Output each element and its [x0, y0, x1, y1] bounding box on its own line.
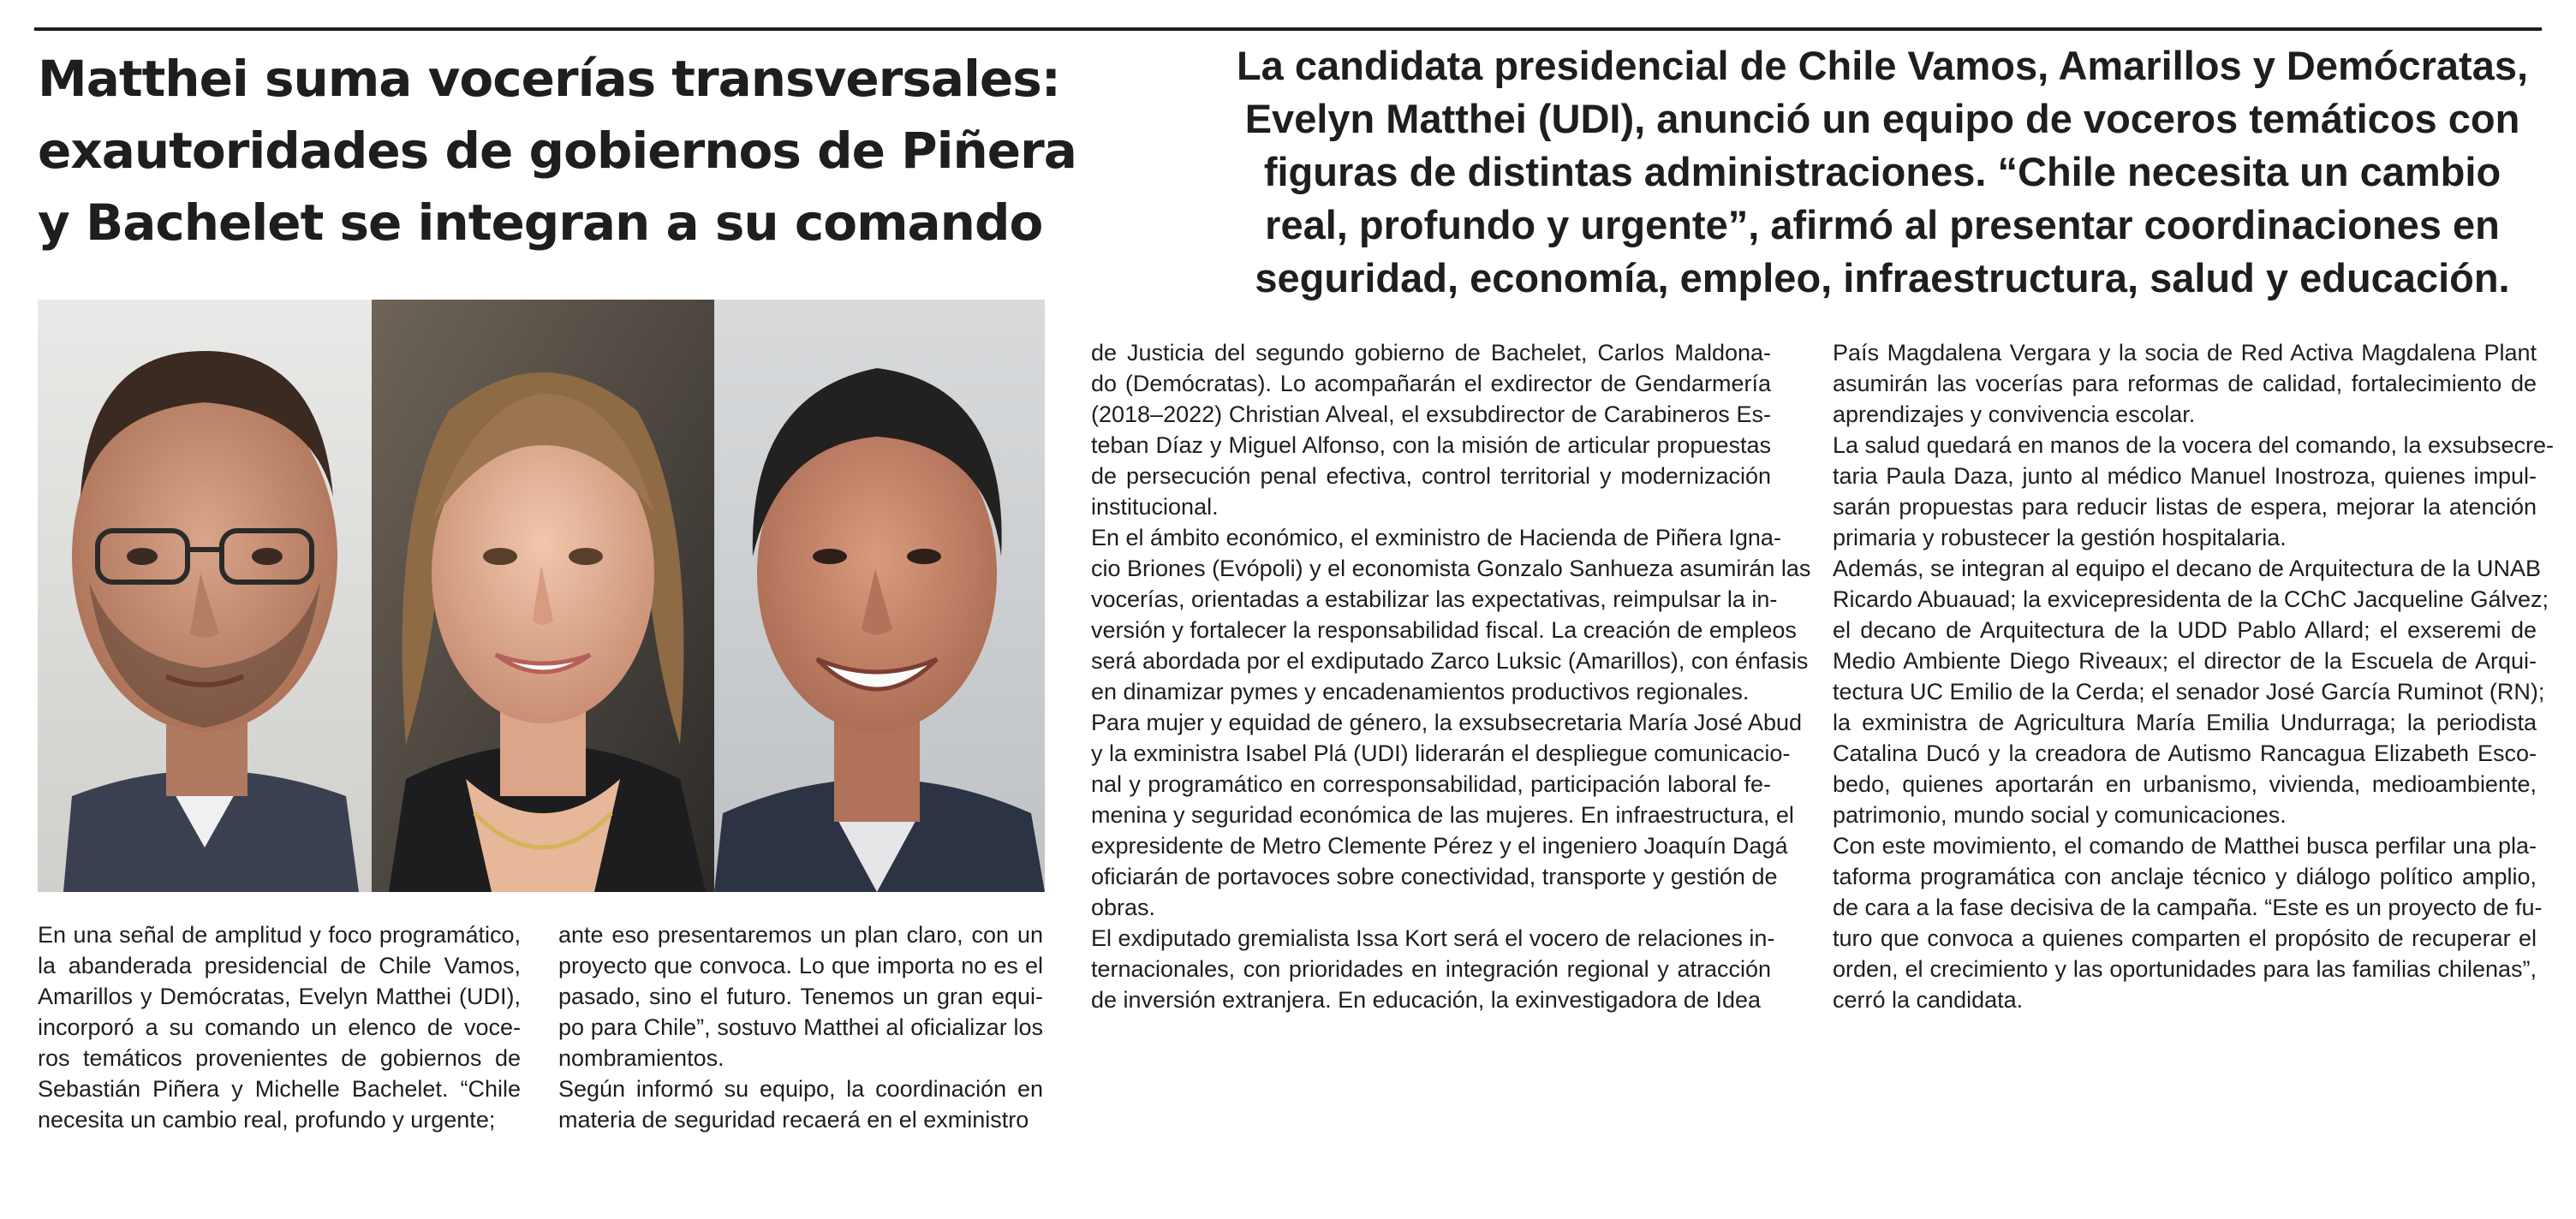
- body-column-4: [1833, 337, 2555, 1015]
- text-line: materia de seguridad recaerá en el exministro: [558, 1107, 1029, 1133]
- text-line: (2018–2022) Christian Alveal, el exsubdirector de Carabineros Es-: [1091, 401, 1771, 427]
- text-line: Amarillos y Demócratas, Evelyn Matthei (UDI),: [38, 984, 521, 1009]
- text-line: ante eso presentaremos un plan claro, con un: [558, 922, 1043, 948]
- text-line: ros temáticos provenientes de gobiernos de: [38, 1045, 521, 1071]
- text-line: la exministra de Agricultura María Emilia Undurraga; la periodista: [1833, 710, 2537, 735]
- lede: [1223, 39, 2542, 305]
- text-line: nal y programático en corresponsabilidad, participación laboral fe-: [1091, 771, 1771, 797]
- text-line: orden, el crecimiento y las oportunidades para las familias chilenas”,: [1833, 956, 2537, 982]
- text-line: expresidente de Metro Clemente Pérez y el ingeniero Joaquín Dagá: [1091, 833, 1788, 859]
- text-line: de persecución penal efectiva, control territorial y modernización: [1091, 463, 1771, 489]
- body-column-1: [38, 919, 521, 1135]
- text-line: sarán propuestas para reducir listas de espera, mejorar la atención: [1833, 494, 2537, 520]
- text-line: versión y fortalecer la responsabilidad fiscal. La creación de empleos: [1091, 617, 1797, 643]
- top-rule: [34, 27, 2542, 31]
- text-line: aprendizajes y convivencia escolar.: [1833, 401, 2196, 427]
- text-line: vocerías, orientadas a estabilizar las expectativas, reimpulsar la in-: [1091, 586, 1778, 612]
- text-line: El exdiputado gremialista Issa Kort será el vocero de relaciones in-: [1091, 925, 1775, 951]
- text-line: cerró la candidata.: [1833, 987, 2024, 1013]
- lede-line: figuras de distintas administraciones. “Chile necesita un cambio: [1263, 149, 2501, 194]
- portrait-man-glasses: [38, 300, 372, 892]
- text-line: bedo, quienes aportarán en urbanismo, vivienda, medioambiente,: [1833, 771, 2537, 797]
- text-line: Catalina Ducó y la creadora de Autismo Rancagua Elizabeth Esco-: [1833, 740, 2537, 766]
- text-line: taforma programática con anclaje técnico y diálogo político amplio,: [1833, 864, 2537, 889]
- text-line: obras.: [1091, 895, 1156, 920]
- text-line: cio Briones (Evópoli) y el economista Gonzalo Sanhueza asumirán las: [1091, 556, 1811, 581]
- text-line: será abordada por el exdiputado Zarco Luksic (Amarillos), con énfasis: [1091, 648, 1809, 674]
- text-line: primaria y robustecer la gestión hospitalaria.: [1833, 525, 2287, 550]
- text-line: Además, se integran al equipo el decano de Arquitectura de la UNAB: [1833, 556, 2542, 581]
- text-line: Medio Ambiente Diego Riveaux; el director de la Escuela de Arqui-: [1833, 648, 2537, 674]
- text-line: po para Chile”, sostuvo Matthei al oficializar los: [558, 1014, 1043, 1040]
- text-line: taria Paula Daza, junto al médico Manuel Inostroza, quienes impul-: [1833, 463, 2537, 489]
- body-column-2: [558, 919, 1043, 1135]
- text-line: el decano de Arquitectura de la UDD Pablo Allard; el exseremi de: [1833, 617, 2537, 643]
- text-line: necesita un cambio real, profundo y urgente;: [38, 1107, 496, 1133]
- portrait-man-smiling: [714, 300, 1045, 892]
- text-line: incorporó a su comando un elenco de voce-: [38, 1014, 521, 1040]
- text-line: Para mujer y equidad de género, la exsubsecretaria María José Abud: [1091, 710, 1802, 735]
- headline-line: exautoridades de gobiernos de Piñera: [38, 122, 1076, 180]
- text-line: turo que convoca a quienes comparten el propósito de recuperar el: [1833, 925, 2537, 951]
- text-line: proyecto que convoca. Lo que importa no es el: [558, 953, 1043, 978]
- text-line: en dinamizar pymes y encadenamientos productivos regionales.: [1091, 679, 1750, 705]
- lede-line: real, profundo y urgente”, afirmó al presentar coordinaciones en: [1265, 202, 2500, 247]
- text-line: la abanderada presidencial de Chile Vamos,: [38, 953, 521, 978]
- text-line: País Magdalena Vergara y la socia de Red Activa Magdalena Plant: [1833, 340, 2537, 366]
- text-line: Según informó su equipo, la coordinación en: [558, 1076, 1043, 1102]
- text-line: de cara a la fase decisiva de la campaña. “Este es un proyecto de fu-: [1833, 895, 2543, 920]
- text-line: do (Demócratas). Lo acompañarán el exdirector de Gendarmería: [1091, 371, 1771, 396]
- text-line: Ricardo Abuauad; la exvicepresidenta de la CChC Jacqueline Gálvez;: [1833, 586, 2549, 612]
- text-line: tectura UC Emilio de la Cerda; el senador José García Ruminot (RN);: [1833, 679, 2545, 705]
- text-line: pasado, sino el futuro. Tenemos un gran equi-: [558, 984, 1043, 1009]
- text-line: teban Díaz y Miguel Alfonso, con la misión de articular propuestas: [1091, 432, 1771, 458]
- text-line: nombramientos.: [558, 1045, 724, 1071]
- text-line: La salud quedará en manos de la vocera del comando, la exsubsecre-: [1833, 432, 2555, 458]
- portrait-woman: [372, 300, 714, 892]
- text-line: asumirán las vocerías para reformas de calidad, fortalecimiento de: [1833, 371, 2537, 396]
- text-line: menina y seguridad económica de las mujeres. En infraestructura, el: [1091, 802, 1794, 828]
- headline: [38, 43, 1151, 259]
- text-line: Con este movimiento, el comando de Matthei busca perfilar una pla-: [1833, 833, 2537, 859]
- text-line: institucional.: [1091, 494, 1219, 520]
- text-line: patrimonio, mundo social y comunicaciones.: [1833, 802, 2287, 828]
- text-line: ternacionales, con prioridades en integración regional y atracción: [1091, 956, 1771, 982]
- portraits-photo: [38, 300, 1045, 892]
- lede-line: seguridad, economía, empleo, infraestructura, salud y educación.: [1255, 255, 2510, 300]
- text-line: Sebastián Piñera y Michelle Bachelet. “Chile: [38, 1076, 521, 1102]
- text-line: En el ámbito económico, el exministro de Hacienda de Piñera Igna-: [1091, 525, 1781, 550]
- lede-line: Evelyn Matthei (UDI), anunció un equipo de voceros temáticos con: [1244, 96, 2520, 141]
- lede-line: La candidata presidencial de Chile Vamos, Amarillos y Demócratas,: [1236, 43, 2529, 88]
- text-line: de inversión extranjera. En educación, la exinvestigadora de Idea: [1091, 987, 1761, 1013]
- headline-line: Matthei suma vocerías transversales:: [38, 50, 1060, 108]
- text-line: oficiarán de portavoces sobre conectividad, transporte y gestión de: [1091, 864, 1778, 889]
- text-line: y la exministra Isabel Plá (UDI) liderarán el despliegue comunicacio-: [1091, 740, 1791, 766]
- body-column-3: [1091, 337, 1811, 1015]
- text-line: En una señal de amplitud y foco programático,: [38, 922, 521, 948]
- headline-line: y Bachelet se integran a su comando: [38, 193, 1043, 252]
- text-line: de Justicia del segundo gobierno de Bachelet, Carlos Maldona-: [1091, 340, 1771, 366]
